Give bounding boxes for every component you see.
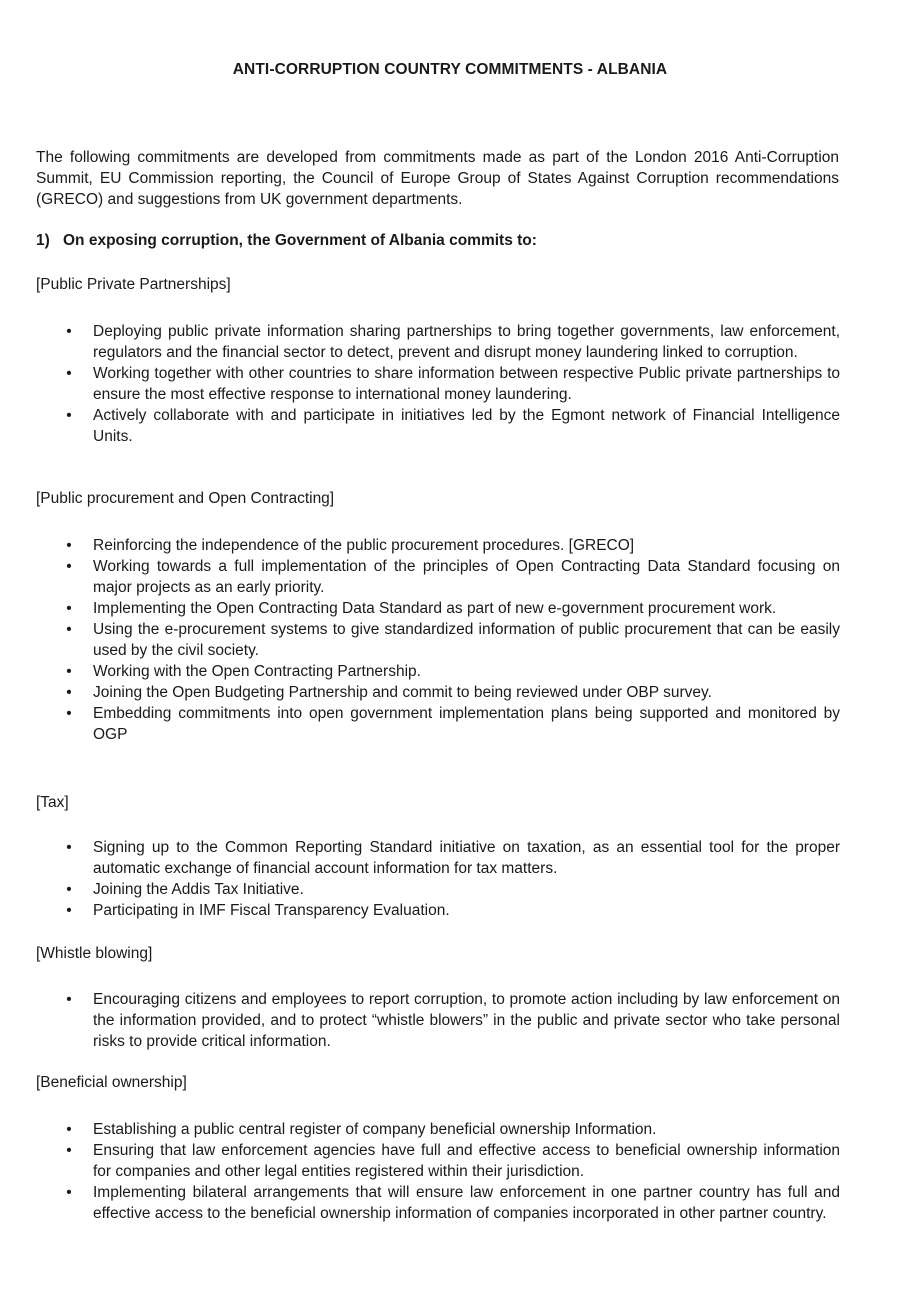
list-item-text: Implementing bilateral arrangements that will ensure law enforcement in one partner country has full and effective access to the beneficial ownership information of companies incorporated in other partner country. — [93, 1184, 840, 1222]
list-item-text: Joining the Open Budgeting Partnership and commit to being reviewed under OBP survey. — [93, 684, 712, 701]
section-label-whistle-blowing: [Whistle blowing] — [36, 945, 153, 962]
section-label-public-private-partnerships: [Public Private Partnerships] — [36, 276, 231, 293]
bullet-list-public-private-partnerships — [0, 321, 840, 447]
list-item — [0, 703, 840, 745]
list-item — [0, 989, 840, 1052]
list-item — [0, 363, 840, 405]
bullet-list-tax — [0, 837, 840, 921]
section-heading — [36, 232, 537, 250]
list-item-text: Encouraging citizens and employees to report corruption, to promote action including by law enforcement on the information provided, and to protect “whistle blowers” in the public and private sector who take personal risks to provide critical information. — [93, 991, 840, 1050]
list-item — [0, 321, 840, 363]
bullet-list-public-procurement — [0, 535, 840, 745]
list-item — [0, 900, 840, 921]
bullet-icon: • — [66, 365, 72, 382]
heading-number: 1) — [36, 232, 50, 249]
list-item — [0, 1182, 840, 1224]
bullet-list-beneficial-ownership — [0, 1119, 840, 1224]
bullet-icon: • — [66, 1184, 72, 1201]
bullet-icon: • — [66, 902, 72, 919]
list-item-text: Reinforcing the independence of the public procurement procedures. [GRECO] — [93, 537, 635, 554]
list-item-text: Ensuring that law enforcement agencies have full and effective access to beneficial ownership information for companies and other legal entities registered within their jurisdiction. — [93, 1142, 840, 1180]
list-item-text: Working with the Open Contracting Partnership. — [93, 663, 421, 680]
bullet-icon: • — [66, 881, 72, 898]
list-item-text: Signing up to the Common Reporting Standard initiative on taxation, as an essential tool for the proper automatic exchange of financial account information for tax matters. — [93, 839, 840, 877]
intro-paragraph: The following commitments are developed from commitments made as part of the London 2016 Anti-Corruption Summit, EU Commission reporting, the Council of Europe Group of States Against Corruption recommendations (GRECO) and suggestions from UK government departments. — [36, 149, 839, 208]
bullet-icon: • — [66, 991, 72, 1008]
document-title: ANTI-CORRUPTION COUNTRY COMMITMENTS - ALBANIA — [232, 61, 668, 78]
list-item — [0, 598, 840, 619]
list-item-text: Joining the Addis Tax Initiative. — [93, 881, 304, 898]
section-label-public-procurement: [Public procurement and Open Contracting] — [36, 490, 335, 507]
section-label-beneficial-ownership: [Beneficial ownership] — [36, 1074, 187, 1091]
bullet-icon: • — [66, 323, 72, 340]
bullet-icon: • — [66, 705, 72, 722]
bullet-icon: • — [66, 621, 72, 638]
bullet-icon: • — [66, 600, 72, 617]
list-item-text: Using the e-procurement systems to give standardized information of public procurement that can be easily used by the civil society. — [93, 621, 840, 659]
bullet-icon: • — [66, 839, 72, 856]
list-item — [0, 619, 840, 661]
list-item-text: Working towards a full implementation of the principles of Open Contracting Data Standard focusing on major projects as an early priority. — [93, 558, 840, 596]
list-item-text: Embedding commitments into open government implementation plans being supported and monitored by OGP — [93, 705, 840, 743]
list-item-text: Actively collaborate with and participate in initiatives led by the Egmont network of Financial Intelligence Units. — [93, 407, 840, 445]
bullet-icon: • — [66, 1121, 72, 1138]
list-item — [0, 661, 840, 682]
list-item — [0, 879, 840, 900]
list-item — [0, 535, 840, 556]
list-item-text: Participating in IMF Fiscal Transparency Evaluation. — [93, 902, 450, 919]
bullet-list-whistle-blowing — [0, 989, 840, 1052]
section-label-tax: [Tax] — [36, 794, 69, 811]
list-item — [0, 682, 840, 703]
bullet-icon: • — [66, 684, 72, 701]
bullet-icon: • — [66, 1142, 72, 1159]
bullet-icon: • — [66, 537, 72, 554]
bullet-icon: • — [66, 558, 72, 575]
heading-text: On exposing corruption, the Government of Albania commits to: — [63, 232, 537, 249]
bullet-icon: • — [66, 663, 72, 680]
list-item — [0, 1140, 840, 1182]
list-item — [0, 837, 840, 879]
list-item — [0, 405, 840, 447]
list-item-text: Deploying public private information sharing partnerships to bring together governments, law enforcement, regulators and the financial sector to detect, prevent and disrupt money laundering linked to corruption. — [93, 323, 840, 361]
list-item — [0, 1119, 840, 1140]
bullet-icon: • — [66, 407, 72, 424]
list-item-text: Working together with other countries to share information between respective Public private partnerships to ensure the most effective response to international money laundering. — [93, 365, 840, 403]
list-item-text: Establishing a public central register of company beneficial ownership Information. — [93, 1121, 657, 1138]
list-item — [0, 556, 840, 598]
list-item-text: Implementing the Open Contracting Data Standard as part of new e-government procurement work. — [93, 600, 777, 617]
